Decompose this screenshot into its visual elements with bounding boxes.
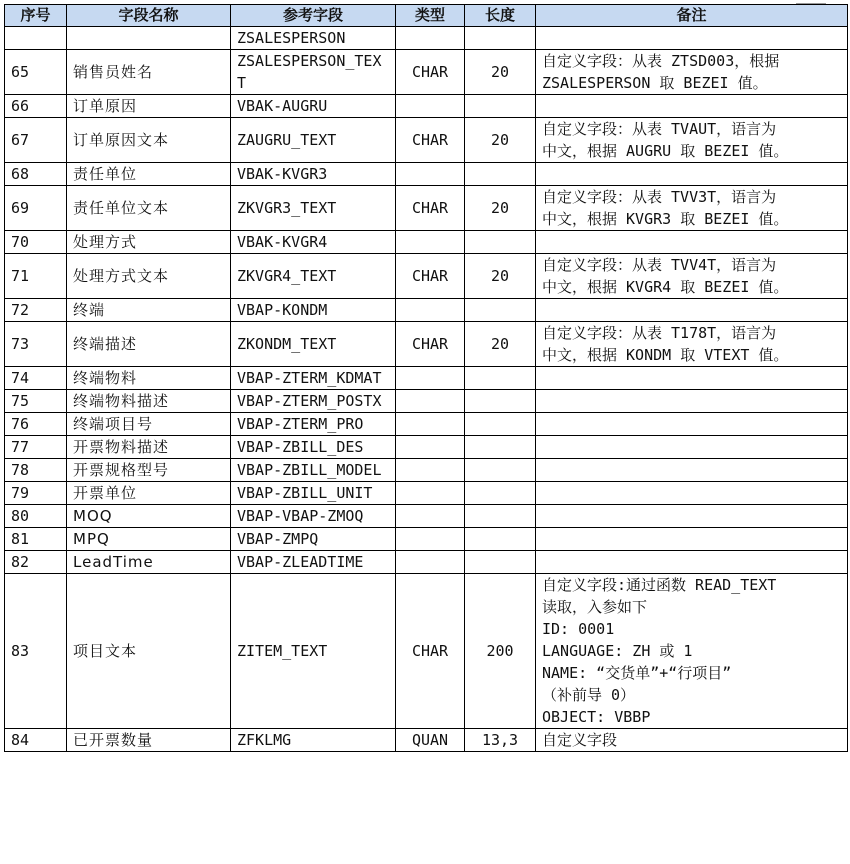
ref-field-cell: ZAUGRU_TEXT — [231, 118, 396, 163]
ref-field-cell: ZFKLMG — [231, 729, 396, 752]
table-header-row — [5, 5, 848, 27]
length-cell — [465, 299, 536, 322]
field-name-cell: MOQ — [67, 505, 231, 528]
table-row — [5, 413, 848, 436]
length-cell — [465, 436, 536, 459]
row-number: 80 — [5, 505, 67, 528]
length-cell: 20 — [465, 50, 536, 95]
table-row — [5, 163, 848, 186]
type-cell — [396, 299, 465, 322]
field-name-cell: 项目文本 — [67, 574, 231, 729]
table-row — [5, 390, 848, 413]
ref-field-cell: VBAP-KONDM — [231, 299, 396, 322]
remark-line: 读取，入参如下 — [542, 598, 648, 616]
table-row — [5, 436, 848, 459]
row-number: 82 — [5, 551, 67, 574]
type-cell — [396, 27, 465, 50]
header-remark: 备注 — [536, 5, 848, 27]
row-number: 74 — [5, 367, 67, 390]
remark-cell — [536, 390, 848, 413]
table-row — [5, 551, 848, 574]
ref-field-cell: VBAP-VBAP-ZMOQ — [231, 505, 396, 528]
remark-line: 中文，根据 KONDM 取 VTEXT 值。 — [542, 346, 789, 364]
field-name-cell: 开票物料描述 — [67, 436, 231, 459]
length-cell — [465, 482, 536, 505]
field-name-cell: 销售员姓名 — [67, 50, 231, 95]
type-cell — [396, 390, 465, 413]
field-name-cell: 终端物料 — [67, 367, 231, 390]
ref-field-cell: VBAP-ZLEADTIME — [231, 551, 396, 574]
table-row — [5, 459, 848, 482]
remark-line: 自定义字段：从表 TVV4T，语言为 — [542, 256, 777, 274]
remark-cell — [536, 482, 848, 505]
remark-line: 中文，根据 KVGR3 取 BEZEI 值。 — [542, 210, 789, 228]
remark-cell — [536, 574, 848, 729]
field-name-cell: MPQ — [67, 528, 231, 551]
ref-field-cell: VBAK-KVGR3 — [231, 163, 396, 186]
field-name-cell: 终端描述 — [67, 322, 231, 367]
remark-line: 自定义字段：从表 TVAUT，语言为 — [542, 120, 777, 138]
type-cell — [396, 551, 465, 574]
remark-line: 自定义字段：从表 ZTSD003，根据 — [542, 52, 780, 70]
table-row — [5, 367, 848, 390]
type-cell — [396, 528, 465, 551]
length-cell — [465, 390, 536, 413]
row-number: 66 — [5, 95, 67, 118]
ref-field-cell: VBAP-ZTERM_PRO — [231, 413, 396, 436]
field-name-cell: 终端 — [67, 299, 231, 322]
table-row — [5, 299, 848, 322]
remark-cell — [536, 322, 848, 367]
remark-cell — [536, 505, 848, 528]
remark-line: （补前导 0） — [542, 686, 636, 704]
ref-field-cell: ZSALESPERSON_TEXT — [231, 50, 396, 95]
remark-cell — [536, 186, 848, 231]
remark-line: ZSALESPERSON 取 BEZEI 值。 — [542, 74, 768, 92]
row-number: 70 — [5, 231, 67, 254]
length-cell — [465, 367, 536, 390]
row-number: 71 — [5, 254, 67, 299]
table-row — [5, 27, 848, 50]
header-type: 类型 — [396, 5, 465, 27]
length-cell — [465, 163, 536, 186]
length-cell — [465, 505, 536, 528]
ref-field-cell: VBAP-ZBILL_MODEL — [231, 459, 396, 482]
field-name-cell: 处理方式文本 — [67, 254, 231, 299]
table-row — [5, 254, 848, 299]
type-cell: CHAR — [396, 322, 465, 367]
length-cell: 20 — [465, 118, 536, 163]
length-cell: 13,3 — [465, 729, 536, 752]
remark-cell — [536, 413, 848, 436]
length-cell — [465, 459, 536, 482]
remark-cell — [536, 551, 848, 574]
type-cell — [396, 482, 465, 505]
table-row — [5, 95, 848, 118]
field-name-cell: 订单原因文本 — [67, 118, 231, 163]
remark-cell — [536, 118, 848, 163]
length-cell: 20 — [465, 186, 536, 231]
remark-cell — [536, 528, 848, 551]
length-cell: 200 — [465, 574, 536, 729]
type-cell — [396, 231, 465, 254]
remark-line: NAME: “交货单”+“行项目” — [542, 664, 732, 682]
ref-field-cell: VBAK-KVGR4 — [231, 231, 396, 254]
field-name-cell: 订单原因 — [67, 95, 231, 118]
field-name-cell: 终端项目号 — [67, 413, 231, 436]
remark-cell — [536, 459, 848, 482]
length-cell — [465, 231, 536, 254]
type-cell: CHAR — [396, 50, 465, 95]
row-number: 72 — [5, 299, 67, 322]
field-name-cell: 处理方式 — [67, 231, 231, 254]
row-number: 78 — [5, 459, 67, 482]
row-number: 84 — [5, 729, 67, 752]
row-number: 76 — [5, 413, 67, 436]
remark-cell — [536, 231, 848, 254]
row-number: 73 — [5, 322, 67, 367]
table-row — [5, 118, 848, 163]
ref-field-cell: VBAP-ZTERM_KDMAT — [231, 367, 396, 390]
table-row — [5, 528, 848, 551]
field-name-cell: 开票规格型号 — [67, 459, 231, 482]
ref-field-cell: VBAP-ZBILL_UNIT — [231, 482, 396, 505]
row-number: 79 — [5, 482, 67, 505]
field-name-cell: 责任单位文本 — [67, 186, 231, 231]
header-length: 长度 — [465, 5, 536, 27]
table-row — [5, 186, 848, 231]
length-cell: 20 — [465, 322, 536, 367]
remark-cell — [536, 254, 848, 299]
remark-line: 自定义字段：从表 TVV3T，语言为 — [542, 188, 777, 206]
length-cell — [465, 551, 536, 574]
ref-field-cell: VBAP-ZMPQ — [231, 528, 396, 551]
ref-field-cell: ZKVGR4_TEXT — [231, 254, 396, 299]
row-number: 75 — [5, 390, 67, 413]
remark-cell — [536, 27, 848, 50]
remark-cell — [536, 367, 848, 390]
ref-field-cell: VBAP-ZBILL_DES — [231, 436, 396, 459]
type-cell: CHAR — [396, 574, 465, 729]
remark-cell — [536, 299, 848, 322]
remark-line: 中文，根据 KVGR4 取 BEZEI 值。 — [542, 278, 789, 296]
remark-line: OBJECT: VBBP — [542, 708, 651, 726]
length-cell — [465, 27, 536, 50]
table-row — [5, 231, 848, 254]
header-ref-field: 参考字段 — [231, 5, 396, 27]
remark-line: 中文，根据 AUGRU 取 BEZEI 值。 — [542, 142, 789, 160]
remark-line: 自定义字段 — [542, 731, 618, 749]
type-cell — [396, 459, 465, 482]
field-name-cell — [67, 27, 231, 50]
remark-cell — [536, 729, 848, 752]
type-cell: CHAR — [396, 118, 465, 163]
field-name-cell: 已开票数量 — [67, 729, 231, 752]
ref-field-cell: VBAK-AUGRU — [231, 95, 396, 118]
ref-field-cell: ZKONDM_TEXT — [231, 322, 396, 367]
field-name-cell: 终端物料描述 — [67, 390, 231, 413]
type-cell — [396, 436, 465, 459]
remark-cell — [536, 436, 848, 459]
length-cell — [465, 413, 536, 436]
ref-field-cell: ZKVGR3_TEXT — [231, 186, 396, 231]
row-number: 68 — [5, 163, 67, 186]
header-field-name: 字段名称 — [67, 5, 231, 27]
row-number — [5, 27, 67, 50]
row-number: 65 — [5, 50, 67, 95]
row-number: 67 — [5, 118, 67, 163]
table-row — [5, 322, 848, 367]
table-row — [5, 729, 848, 752]
remark-line: 自定义字段:通过函数 READ_TEXT — [542, 576, 777, 594]
row-number: 77 — [5, 436, 67, 459]
table-body — [5, 27, 848, 752]
type-cell: CHAR — [396, 186, 465, 231]
header-no: 序号 — [5, 5, 67, 27]
table-row — [5, 505, 848, 528]
length-cell: 20 — [465, 254, 536, 299]
type-cell: QUAN — [396, 729, 465, 752]
remark-line: LANGUAGE: ZH 或 1 — [542, 642, 693, 660]
remark-line: 自定义字段：从表 T178T，语言为 — [542, 324, 777, 342]
remark-cell — [536, 95, 848, 118]
ref-field-cell: ZITEM_TEXT — [231, 574, 396, 729]
field-name-cell: 责任单位 — [67, 163, 231, 186]
table-row — [5, 50, 848, 95]
type-cell — [396, 95, 465, 118]
field-name-cell: 开票单位 — [67, 482, 231, 505]
type-cell — [396, 505, 465, 528]
ref-field-cell: VBAP-ZTERM_POSTX — [231, 390, 396, 413]
ref-field-cell: ZSALESPERSON — [231, 27, 396, 50]
type-cell — [396, 413, 465, 436]
remark-cell — [536, 163, 848, 186]
table-row — [5, 482, 848, 505]
field-spec-table — [4, 4, 848, 752]
type-cell — [396, 163, 465, 186]
type-cell — [396, 367, 465, 390]
row-number: 69 — [5, 186, 67, 231]
length-cell — [465, 95, 536, 118]
type-cell: CHAR — [396, 254, 465, 299]
row-number: 81 — [5, 528, 67, 551]
remark-cell — [536, 50, 848, 95]
row-number: 83 — [5, 574, 67, 729]
table-row — [5, 574, 848, 729]
remark-line: ID: 0001 — [542, 620, 615, 638]
length-cell — [465, 528, 536, 551]
field-name-cell: LeadTime — [67, 551, 231, 574]
